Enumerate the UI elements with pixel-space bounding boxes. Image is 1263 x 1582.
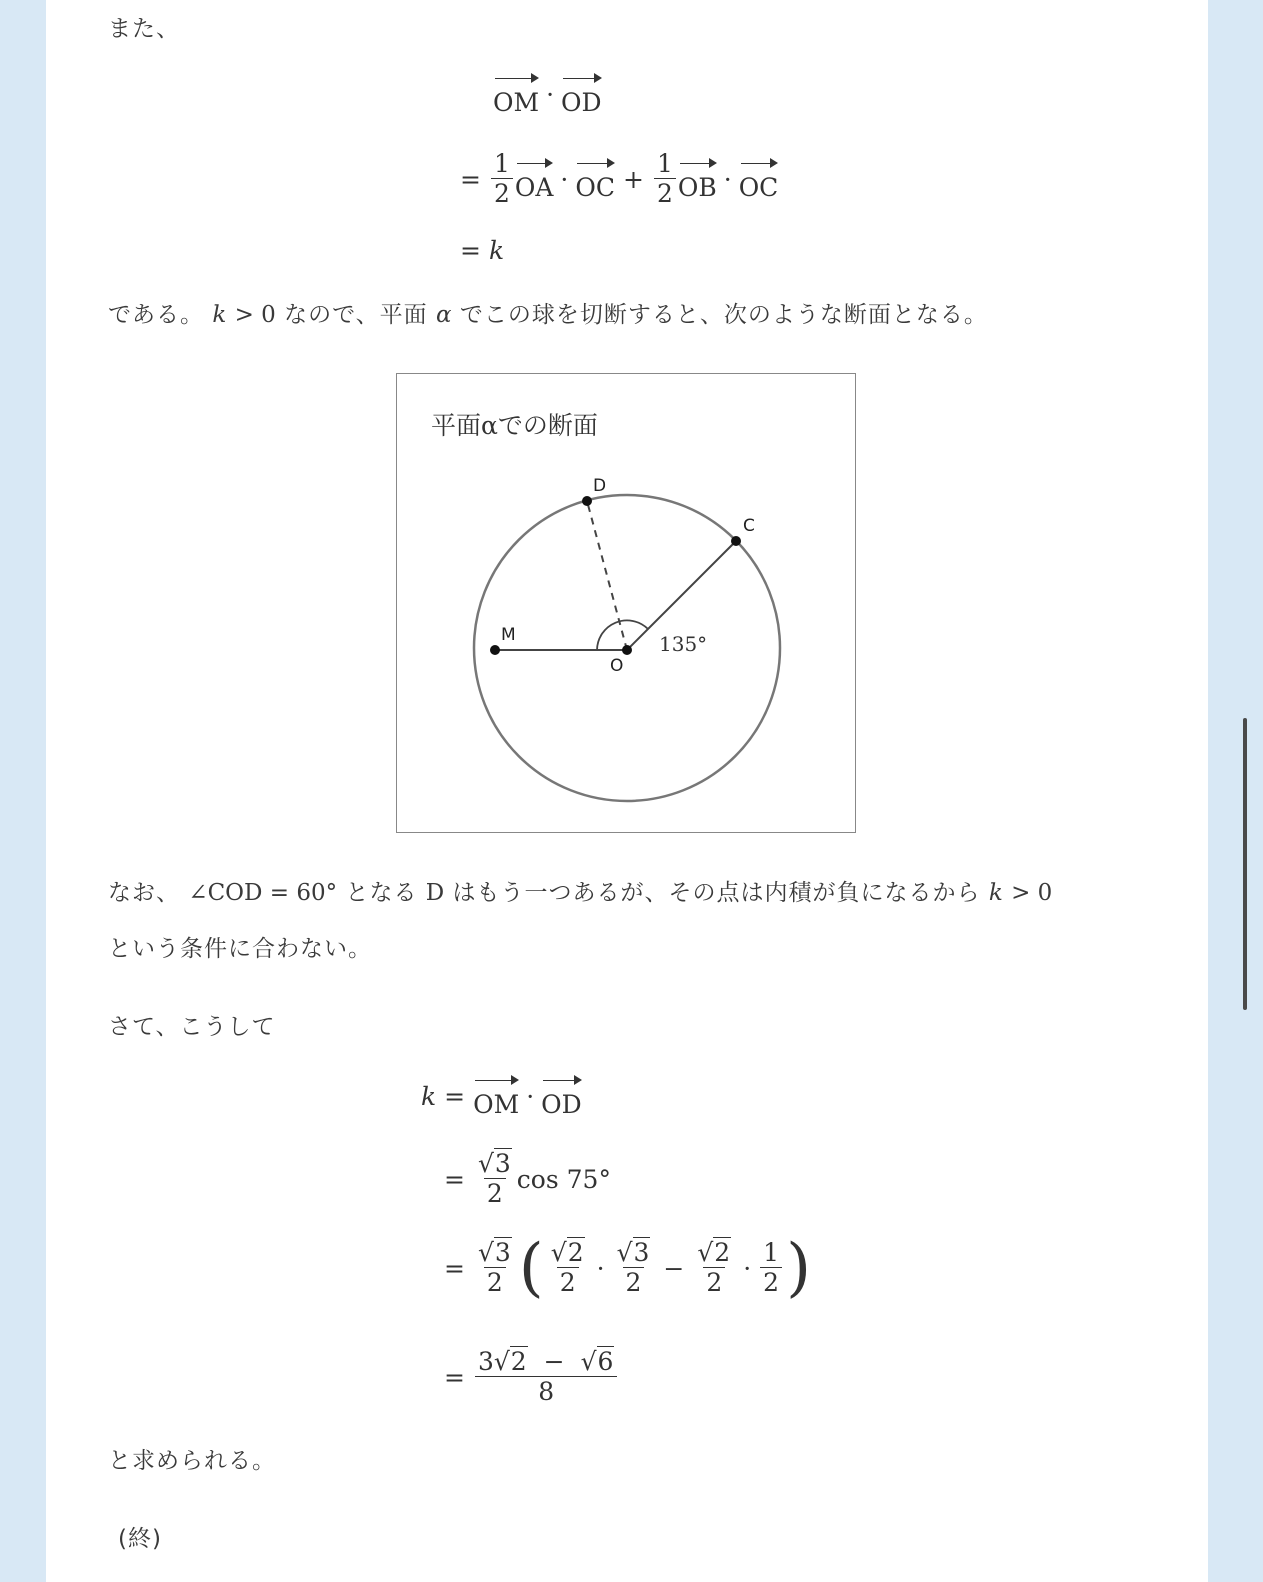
sqrt-3: √3 — [616, 1237, 650, 1267]
label-d: D — [593, 476, 607, 496]
denominator: 2 — [654, 178, 676, 209]
label-m: M — [501, 625, 516, 645]
cos-75: cos 75° — [516, 1165, 611, 1194]
cross-section-figure — [396, 373, 856, 833]
minus-sign: − — [663, 1253, 685, 1283]
var-k: k — [212, 302, 227, 328]
point-m — [490, 645, 500, 655]
text-sate-label: さて、こうして — [108, 1014, 276, 1040]
text-motomerareru — [108, 1444, 276, 1478]
coef-3: 3 — [477, 1347, 494, 1376]
sqrt-6: √6 — [580, 1347, 614, 1376]
sqrt-3: √3 — [477, 1149, 511, 1178]
angle-cod: ∠COD = 60° — [188, 880, 338, 906]
sqrt-2: √2 — [493, 1347, 527, 1376]
dot-operator: · — [546, 80, 555, 109]
text-note-line2 — [108, 932, 372, 966]
vector-oa: OA — [515, 157, 554, 202]
fraction-sqrt3-over-2 — [614, 1239, 654, 1298]
fraction-half — [491, 150, 513, 209]
equals-sign: = — [444, 1082, 466, 1111]
denominator: 2 — [623, 1267, 645, 1298]
vector-oc: OC — [575, 157, 615, 202]
equation-om-od — [493, 72, 602, 117]
var-alpha: α — [435, 302, 452, 328]
equation-expansion — [444, 1231, 813, 1305]
point-o — [622, 645, 632, 655]
dot-operator: · — [743, 1253, 752, 1283]
vector-ob: OB — [678, 157, 717, 202]
vector-od: OD — [561, 72, 602, 117]
numerator: 1 — [493, 149, 510, 178]
vector-od: OD — [541, 1074, 582, 1119]
sqrt-2: √2 — [697, 1237, 731, 1267]
label-o: O — [610, 656, 624, 676]
text-end — [118, 1522, 162, 1556]
vector-om: OM — [473, 1074, 519, 1119]
denominator: 2 — [760, 1267, 782, 1298]
numerator: 1 — [763, 1237, 780, 1267]
scrollbar-thumb[interactable] — [1243, 718, 1247, 1010]
text-jouken: という条件に合わない。 — [108, 936, 372, 962]
equation-result — [444, 1348, 619, 1407]
denominator: 2 — [703, 1267, 725, 1298]
figure-title: 平面αでの断面 — [431, 411, 598, 440]
var-k: k — [488, 236, 505, 265]
numerator: 1 — [656, 149, 673, 178]
text-motomerareru-label: と求められる。 — [108, 1448, 276, 1474]
point-d-text: D — [425, 880, 445, 906]
vector-oc: OC — [739, 157, 779, 202]
left-paren: ( — [518, 1231, 544, 1305]
var-k: k — [421, 1082, 437, 1111]
fraction-half — [654, 150, 676, 209]
equation-eq-k — [460, 236, 504, 265]
equals-sign: = — [444, 1253, 465, 1283]
point-c — [731, 536, 741, 546]
text-de-aru: である。 — [108, 302, 204, 328]
fraction-sqrt2-over-2 — [548, 1239, 588, 1298]
text-mata-label: また、 — [108, 16, 180, 42]
document-page — [46, 0, 1208, 1582]
sqrt-2: √2 — [550, 1237, 584, 1267]
fraction-result — [475, 1348, 617, 1407]
equation-cos75 — [444, 1150, 611, 1209]
denominator: 8 — [475, 1376, 617, 1407]
label-c: C — [743, 516, 755, 536]
label-angle: 135° — [659, 632, 708, 656]
denominator: 2 — [484, 1178, 506, 1209]
text-note-line1 — [108, 876, 1052, 910]
equals-sign: = — [444, 1363, 465, 1392]
minus-sign: − — [543, 1347, 565, 1376]
text-mata — [108, 12, 180, 46]
plus-sign: + — [623, 165, 644, 194]
equals-sign: = — [460, 236, 481, 265]
fraction-half — [760, 1239, 782, 1298]
text-owari: (終) — [118, 1526, 162, 1552]
fraction-sqrt2-over-2 — [694, 1239, 734, 1298]
dot-operator: · — [723, 165, 732, 194]
point-d — [582, 496, 592, 506]
denominator: 2 — [557, 1267, 579, 1298]
text-section-statement — [108, 298, 988, 332]
dot-operator: · — [596, 1253, 605, 1283]
gt-zero: > 0 — [1011, 880, 1053, 906]
denominator: 2 — [484, 1267, 506, 1298]
text-nanode: なので、平面 — [284, 302, 428, 328]
equals-sign: = — [444, 1165, 465, 1194]
text-sate — [108, 1010, 276, 1044]
dot-operator: · — [526, 1082, 535, 1111]
cross-section-diagram — [397, 374, 854, 831]
text-to-naru: となる — [345, 880, 418, 906]
dot-operator: · — [560, 165, 569, 194]
text-dankomen: でこの球を切断すると、次のような断面となる。 — [459, 302, 988, 328]
equation-expand — [460, 150, 778, 209]
text-nao: なお、 — [108, 880, 180, 906]
fraction-sqrt3-over-2 — [475, 1150, 515, 1209]
var-k: k — [988, 880, 1003, 906]
vector-om: OM — [493, 72, 539, 117]
right-paren: ) — [786, 1231, 812, 1305]
fraction-sqrt3-over-2 — [475, 1239, 515, 1298]
gt-zero: > 0 — [234, 302, 276, 328]
text-mou-hitotsu: はもう一つあるが、その点は内積が負になるから — [452, 880, 981, 906]
equation-k-def — [421, 1074, 582, 1119]
sqrt-3: √3 — [477, 1237, 511, 1267]
equals-sign: = — [460, 165, 481, 194]
denominator: 2 — [491, 178, 513, 209]
